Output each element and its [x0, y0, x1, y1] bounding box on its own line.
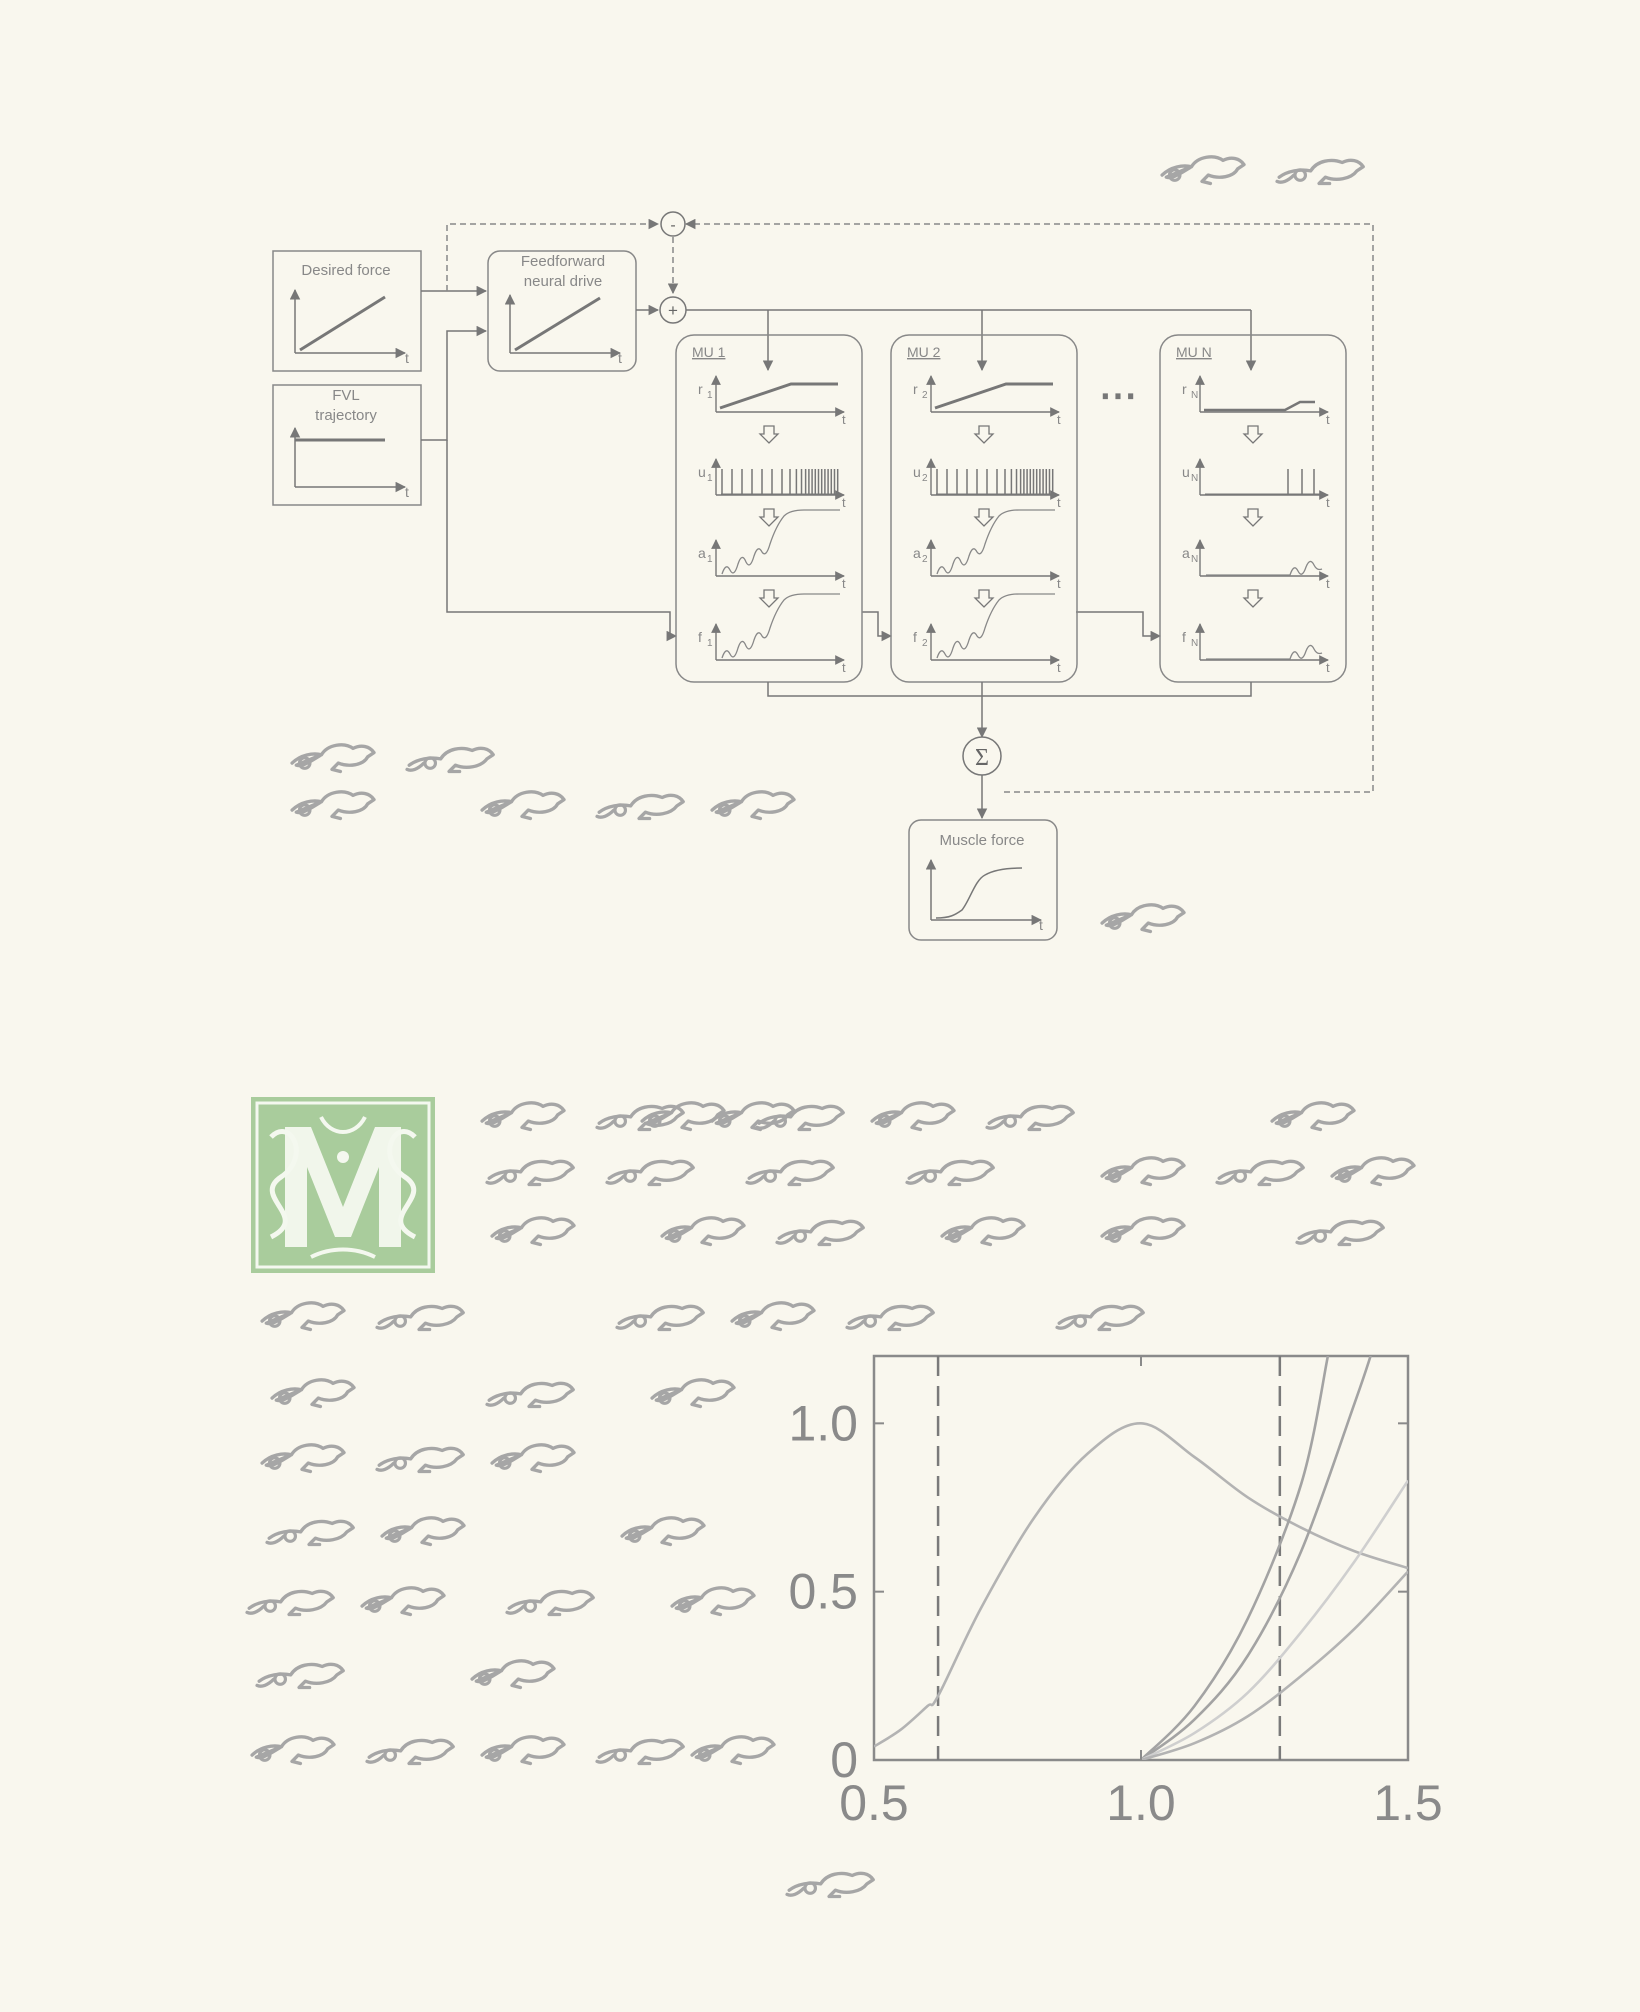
mu-row-var: r — [913, 381, 918, 397]
x-tick-label: 0.5 — [839, 1775, 909, 1831]
mu-row-sub: 1 — [707, 473, 713, 484]
series-line-4 — [1141, 1481, 1408, 1760]
mu-row-sub: 2 — [922, 554, 928, 565]
feedforward-title-line2: neural drive — [523, 273, 603, 290]
mu-row-t-label: t — [1057, 495, 1061, 510]
mu-ellipsis: ⋯ — [1099, 375, 1137, 417]
feedforward-title-line1: Feedforward — [520, 253, 606, 270]
mu-row-sub: 2 — [922, 473, 928, 484]
chart-frame — [874, 1356, 1408, 1760]
fvl-title-line1: FVL — [332, 387, 360, 404]
y-tick-label: 0.5 — [788, 1563, 858, 1620]
mu-row-t-label: t — [1326, 412, 1330, 427]
mu-row-t-label: t — [1057, 576, 1061, 591]
muscle-force-t-label: t — [1039, 917, 1043, 933]
mu-row-var: r — [698, 381, 703, 397]
plus-symbol: + — [668, 301, 678, 320]
y-tick-label: 1.0 — [788, 1395, 858, 1452]
y-tick-label: 0 — [830, 1732, 858, 1788]
mu-row-var: a — [1182, 545, 1190, 561]
mu-row-t-label: t — [842, 576, 846, 591]
mu-row-t-label: t — [1326, 495, 1330, 510]
fvl-title-line2: trajectory — [315, 407, 377, 424]
series-line-2 — [1141, 1356, 1328, 1760]
sum-symbol: Σ — [975, 745, 989, 771]
mu-row-t-label: t — [1057, 660, 1061, 675]
motor-unit-title: MU N — [1176, 344, 1212, 360]
mu-row-sub: 2 — [922, 390, 928, 401]
mu-row-sub: N — [1191, 473, 1199, 484]
mu-row-t-label: t — [842, 660, 846, 675]
mu-row-var: f — [1182, 629, 1186, 645]
mu-row-var: u — [913, 464, 921, 480]
mu-row-var: u — [698, 464, 706, 480]
mu-row-t-label: t — [842, 412, 846, 427]
minus-symbol: - — [670, 217, 676, 234]
mu-row-sub: N — [1191, 638, 1199, 649]
fvl-t-label: t — [405, 484, 409, 500]
mu-row-sub: 1 — [707, 554, 713, 565]
mu-row-t-label: t — [1057, 412, 1061, 427]
muscle-force-title: Muscle force — [939, 832, 1025, 849]
mu-row-sub: 1 — [707, 390, 713, 401]
mu-row-var: f — [913, 629, 917, 645]
mu-row-var: r — [1182, 381, 1187, 397]
mu-row-sub: N — [1191, 554, 1199, 565]
mu-row-sub: 1 — [707, 638, 713, 649]
x-tick-label: 1.5 — [1373, 1775, 1443, 1831]
mu-row-sub: N — [1191, 390, 1199, 401]
mu-row-var: u — [1182, 464, 1190, 480]
x-tick-label: 1.0 — [1106, 1775, 1176, 1831]
mu-row-var: f — [698, 629, 702, 645]
motor-unit-title: MU 1 — [692, 344, 726, 360]
desired-force-title: Desired force — [301, 262, 391, 279]
motor-unit-title: MU 2 — [907, 344, 941, 360]
mu-row-var: a — [698, 545, 706, 561]
mu-row-t-label: t — [1326, 576, 1330, 591]
mu-row-sub: 2 — [922, 638, 928, 649]
mu-row-t-label: t — [1326, 660, 1330, 675]
mu-row-t-label: t — [842, 495, 846, 510]
mu-row-var: a — [913, 545, 921, 561]
feedforward-t-label: t — [618, 350, 622, 366]
series-line-3 — [1141, 1356, 1371, 1760]
desired-force-t-label: t — [405, 350, 409, 366]
series-line-1 — [874, 1423, 1408, 1746]
